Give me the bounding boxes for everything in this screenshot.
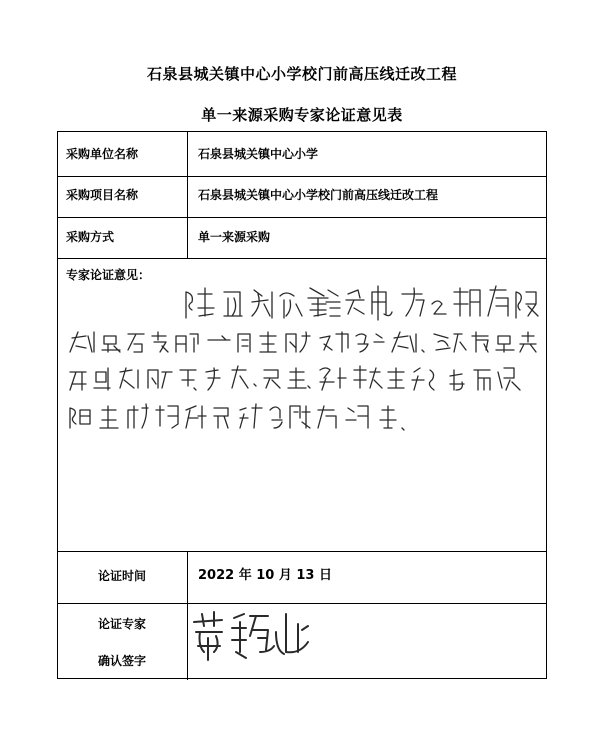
expert-opinion-label: 专家论证意见： — [66, 268, 151, 282]
signature-label-expert: 论证专家 — [98, 617, 147, 631]
handwriting-line-2 — [70, 332, 536, 352]
row-divider — [58, 603, 546, 604]
document-title-line-2: 单一来源采购专家论证意见表 — [201, 106, 403, 124]
project-name-label: 采购项目名称 — [66, 188, 139, 202]
purchasing-unit-value: 石泉县城关镇中心小学 — [198, 147, 319, 161]
procurement-method-value: 单一来源采购 — [198, 230, 271, 244]
procurement-method-label: 采购方式 — [66, 230, 115, 244]
signature-label-confirm: 确认签字 — [98, 654, 147, 668]
row-divider — [58, 258, 546, 259]
handwriting-line-1 — [186, 286, 538, 320]
handwritten-opinion — [58, 280, 548, 440]
row-divider — [58, 551, 546, 552]
review-date-label: 论证时间 — [98, 569, 147, 583]
handwriting-line-3 — [70, 366, 520, 390]
expert-signature — [190, 608, 320, 666]
row-divider — [58, 176, 546, 177]
handwriting-line-4 — [70, 404, 404, 430]
review-date-value: 2022 年 10 月 13 日 — [198, 568, 332, 583]
row-divider — [58, 217, 546, 218]
column-divider — [187, 551, 188, 680]
project-name-value: 石泉县城关镇中心小学校门前高压线迁改工程 — [198, 188, 439, 202]
document-title-line-1: 石泉县城关镇中心小学校门前高压线迁改工程 — [146, 65, 457, 83]
purchasing-unit-label: 采购单位名称 — [66, 147, 139, 161]
column-divider — [187, 132, 188, 258]
